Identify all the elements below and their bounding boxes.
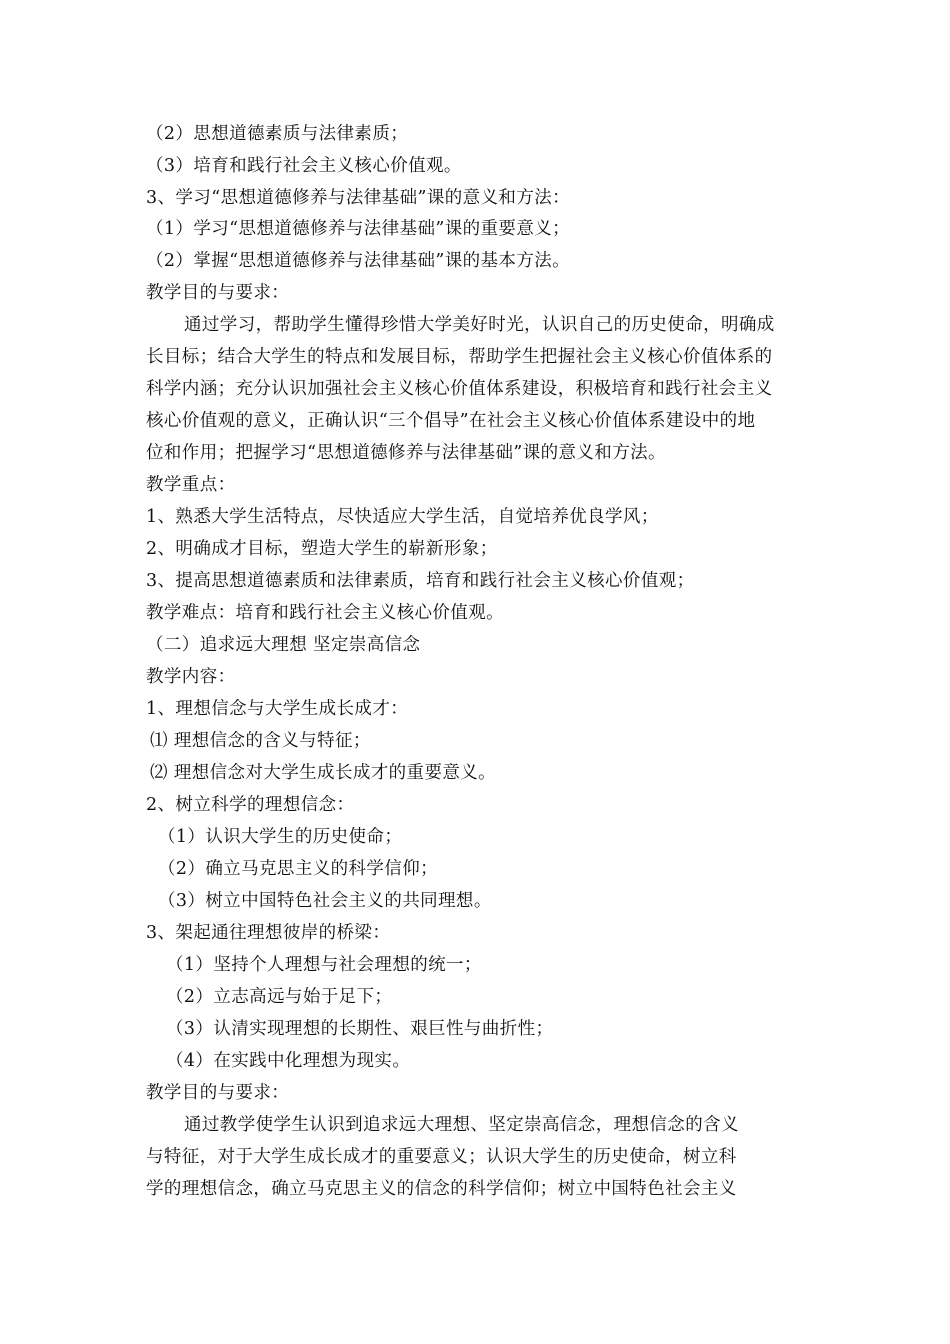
- text-line: （3）认清实现理想的长期性、艰巨性与曲折性；: [166, 1019, 554, 1039]
- section-heading: 教学目的与要求：: [146, 283, 290, 303]
- text-line: （4）在实践中化理想为现实。: [166, 1051, 411, 1071]
- text-line: 1、理想信念与大学生成长成才：: [146, 699, 409, 719]
- paragraph-line: 通过教学使学生认识到追求远大理想、坚定崇高信念，理想信念的含义: [184, 1115, 739, 1135]
- section-heading: 教学内容：: [146, 667, 236, 687]
- section-heading: 教学重点：: [146, 475, 236, 495]
- text-line: （3）树立中国特色社会主义的共同理想。: [158, 891, 492, 911]
- text-line: 2、树立科学的理想信念：: [146, 795, 355, 815]
- paragraph-line: 位和作用；把握学习“思想道德修养与法律基础”课的意义和方法。: [146, 443, 666, 463]
- text-line: （1）坚持个人理想与社会理想的统一；: [166, 955, 482, 975]
- text-line: （1）学习“思想道德修养与法律基础”课的重要意义；: [146, 219, 571, 239]
- text-line: 3、学习“思想道德修养与法律基础”课的意义和方法：: [146, 188, 571, 208]
- text-line: （1）认识大学生的历史使命；: [158, 827, 403, 847]
- section-title: （二）追求远大理想 坚定崇高信念: [146, 635, 421, 655]
- paragraph-line: 与特征，对于大学生成长成才的重要意义；认识大学生的历史使命，树立科: [146, 1147, 737, 1167]
- text-line: 3、提高思想道德素质和法律素质，培育和践行社会主义核心价值观；: [146, 571, 695, 591]
- section-heading: 教学目的与要求：: [146, 1083, 290, 1103]
- text-line: 1、熟悉大学生活特点，尽快适应大学生活，自觉培养优良学风；: [146, 507, 659, 527]
- paragraph-line: 长目标；结合大学生的特点和发展目标，帮助学生把握社会主义核心价值体系的: [146, 347, 773, 367]
- text-line: （2）思想道德素质与法律素质；: [146, 124, 409, 144]
- text-line: 2、明确成才目标，塑造大学生的崭新形象；: [146, 539, 498, 559]
- text-line: （2）确立马克思主义的科学信仰；: [158, 859, 439, 879]
- text-line: （2）掌握“思想道德修养与法律基础”课的基本方法。: [146, 251, 571, 271]
- paragraph-line: 科学内涵；充分认识加强社会主义核心价值体系建设，积极培育和践行社会主义: [146, 379, 773, 399]
- text-line: （3）培育和践行社会主义核心价值观。: [146, 156, 462, 176]
- text-line: 3、架起通往理想彼岸的桥梁：: [146, 923, 391, 943]
- text-line: 教学难点：培育和践行社会主义核心价值观。: [146, 603, 504, 623]
- paragraph-line: 通过学习，帮助学生懂得珍惜大学美好时光，认识自己的历史使命，明确成: [184, 315, 775, 335]
- paragraph-line: 学的理想信念，确立马克思主义的信念的科学信仰；树立中国特色社会主义: [146, 1179, 737, 1199]
- paragraph-line: 核心价值观的意义，正确认识“三个倡导”在社会主义核心价值体系建设中的地: [146, 411, 756, 431]
- text-line: ⑴ 理想信念的含义与特征；: [150, 731, 371, 751]
- text-line: （2）立志高远与始于足下；: [166, 987, 393, 1007]
- text-line: ⑵ 理想信念对大学生成长成才的重要意义。: [150, 763, 497, 783]
